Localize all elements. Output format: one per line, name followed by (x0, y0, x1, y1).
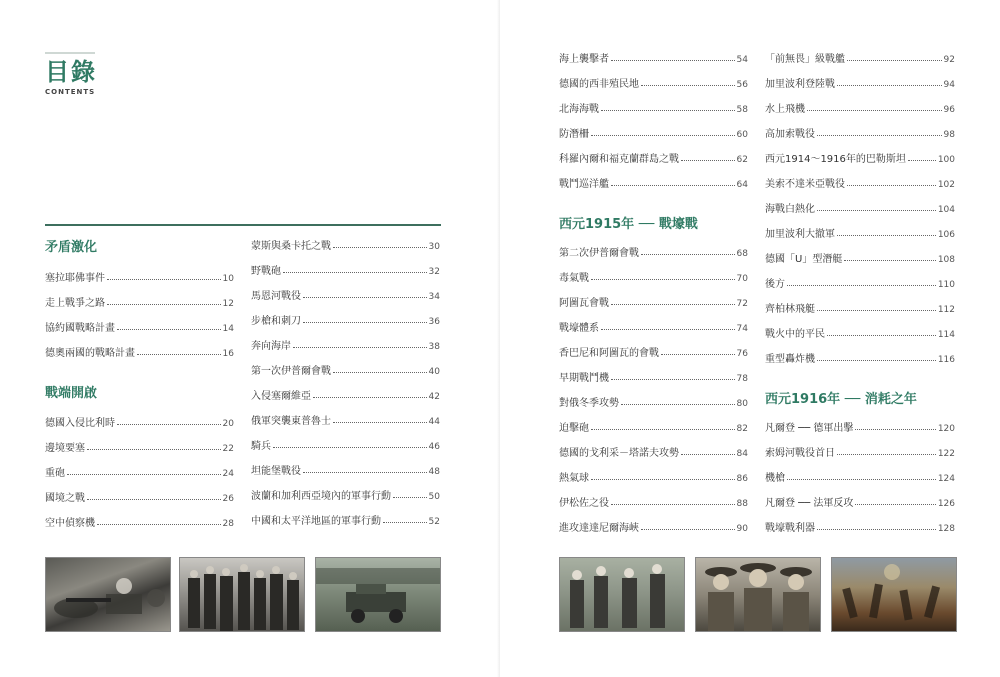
leader-dots (837, 226, 936, 236)
toc-entry[interactable] (45, 346, 234, 361)
toc-entry-title: 野戰砲 (251, 266, 281, 277)
section-heading-1915: 西元1915年 ── 戰壕戰 (559, 217, 698, 232)
toc-entry-page: 92 (943, 55, 955, 65)
section-heading-outbreak: 戰端開啟 (45, 386, 98, 401)
toc-entry-page: 64 (736, 180, 748, 190)
leader-dots (117, 415, 221, 425)
toc-entry-page: 72 (736, 299, 748, 309)
leader-dots (681, 151, 735, 161)
toc-entry-page: 120 (937, 424, 955, 434)
toc-entry-title: 第一次伊普爾會戰 (251, 366, 331, 377)
leader-dots (97, 515, 221, 525)
toc-entry-title: 戰壕戰利器 (765, 523, 815, 534)
toc-entry-page: 94 (943, 80, 955, 90)
toc-entry[interactable] (251, 439, 440, 454)
toc-entry-page: 124 (937, 474, 955, 484)
toc-entry[interactable] (559, 496, 748, 511)
toc-entry[interactable] (45, 271, 234, 286)
leader-dots (591, 270, 735, 280)
toc-entry[interactable] (765, 496, 955, 511)
leader-dots (333, 363, 427, 373)
leader-dots (855, 495, 935, 505)
toc-entry[interactable] (559, 271, 748, 286)
toc-entry[interactable] (765, 446, 955, 461)
toc-entry[interactable] (559, 246, 748, 261)
toc-entry[interactable] (251, 464, 440, 479)
leader-dots (837, 76, 942, 86)
toc-entry-page: 46 (428, 442, 440, 452)
toc-entry-title: 阿圖瓦會戰 (559, 298, 609, 309)
toc-entry-title: 德奧兩國的戰略計畫 (45, 348, 135, 359)
toc-entry-page: 126 (937, 499, 955, 509)
toc-entry-page: 80 (736, 399, 748, 409)
toc-entry-page: 60 (736, 130, 748, 140)
toc-entry-title: 入侵塞爾維亞 (251, 391, 311, 402)
leader-dots (611, 295, 735, 305)
toc-entry[interactable] (251, 489, 440, 504)
toc-entry[interactable] (765, 202, 955, 217)
toc-entry-title: 塞拉耶佛事件 (45, 273, 105, 284)
leader-dots (787, 276, 936, 286)
toc-entry-title: 熱氣球 (559, 473, 589, 484)
toc-entry[interactable] (559, 521, 748, 536)
toc-entry-title: 美索不達米亞戰役 (765, 179, 845, 190)
toc-entry-title: 坦能堡戰役 (251, 466, 301, 477)
toc-entry[interactable] (559, 127, 748, 142)
toc-entry-page: 68 (736, 249, 748, 259)
toc-entry-page: 34 (428, 292, 440, 302)
toc-entry[interactable] (251, 314, 440, 329)
toc-entry-title: 防潛柵 (559, 129, 589, 140)
leader-dots (591, 126, 735, 136)
toc-entry-title: 香巴尼和阿圖瓦的會戰 (559, 348, 659, 359)
toc-entry-title: 迫擊砲 (559, 423, 589, 434)
toc-entry-title: 邊境要塞 (45, 443, 85, 454)
toc-title: 目錄 (45, 58, 97, 86)
toc-entry-title: 國境之戰 (45, 493, 85, 504)
toc-entry-page: 106 (937, 230, 955, 240)
toc-entry[interactable] (251, 414, 440, 429)
toc-entry-page: 40 (428, 367, 440, 377)
toc-entry-title: 凡爾登 ── 德軍出擊 (765, 423, 854, 434)
toc-entry[interactable] (559, 77, 748, 92)
toc-entry-title: 戰火中的平民 (765, 329, 825, 340)
toc-entry[interactable] (765, 177, 955, 192)
toc-entry-page: 56 (736, 80, 748, 90)
leader-dots (87, 440, 221, 450)
toc-entry-page: 16 (222, 349, 234, 359)
toc-entry-page: 24 (222, 469, 234, 479)
toc-entry-page: 82 (736, 424, 748, 434)
toc-entry-page: 122 (937, 449, 955, 459)
leader-dots (611, 51, 735, 61)
photo-marching-soldiers (179, 557, 305, 632)
title-accent-bar (45, 52, 95, 54)
toc-entry[interactable] (559, 321, 748, 336)
leader-dots (817, 520, 936, 530)
leader-dots (787, 470, 936, 480)
toc-entry-title: 西元1914～1916年的巴勒斯坦 (765, 154, 906, 165)
toc-entry-page: 50 (428, 492, 440, 502)
toc-entry-title: 德國「U」型潛艇 (765, 254, 843, 265)
toc-entry-page: 32 (428, 267, 440, 277)
toc-entry[interactable] (765, 52, 955, 67)
toc-entry-page: 48 (428, 467, 440, 477)
toc-entry[interactable] (251, 514, 440, 529)
leader-dots (621, 395, 735, 405)
toc-entry[interactable] (765, 352, 955, 367)
leader-dots (847, 51, 942, 61)
toc-entry-title: 戰壕體系 (559, 323, 599, 334)
toc-entry-page: 44 (428, 417, 440, 427)
leader-dots (87, 490, 221, 500)
toc-entry-page: 70 (736, 274, 748, 284)
toc-entry-title: 德國入侵比利時 (45, 418, 115, 429)
toc-entry-page: 114 (937, 330, 955, 340)
toc-entry-page: 104 (937, 205, 955, 215)
toc-entry[interactable] (251, 389, 440, 404)
toc-entry-title: 後方 (765, 279, 785, 290)
toc-entry-title: 協約國戰略計畫 (45, 323, 115, 334)
leader-dots (855, 420, 935, 430)
toc-entry-page: 102 (937, 180, 955, 190)
toc-entry-page: 116 (937, 355, 955, 365)
toc-entry[interactable] (559, 296, 748, 311)
toc-entry-title: 波蘭和加利西亞境內的軍事行動 (251, 491, 391, 502)
toc-entry-page: 12 (222, 299, 234, 309)
toc-entry[interactable] (559, 346, 748, 361)
toc-entry[interactable] (559, 177, 748, 192)
toc-entry[interactable] (251, 339, 440, 354)
leader-dots (137, 345, 221, 355)
toc-entry[interactable] (45, 321, 234, 336)
toc-entry-page: 100 (937, 155, 955, 165)
toc-entry-title: 馬恩河戰役 (251, 291, 301, 302)
toc-entry-title: 加里波利登陸戰 (765, 79, 835, 90)
leader-dots (601, 320, 735, 330)
leader-dots (817, 301, 936, 311)
leader-dots (611, 176, 735, 186)
toc-entry[interactable] (559, 371, 748, 386)
toc-entry-title: 科羅內爾和福克蘭群島之戰 (559, 154, 679, 165)
toc-entry-page: 26 (222, 494, 234, 504)
toc-entry-page: 98 (943, 130, 955, 140)
toc-entry-title: 高加索戰役 (765, 129, 815, 140)
toc-entry-title: 德國的戈利采－塔諾夫攻勢 (559, 448, 679, 459)
toc-entry-page: 128 (937, 524, 955, 534)
toc-entry[interactable] (559, 421, 748, 436)
toc-entry-title: 加里波利大撤軍 (765, 229, 835, 240)
toc-entry-title: 德國的西非殖民地 (559, 79, 639, 90)
toc-entry-page: 30 (428, 242, 440, 252)
toc-entry-page: 10 (222, 274, 234, 284)
leader-dots (273, 438, 427, 448)
toc-entry-page: 84 (736, 449, 748, 459)
toc-entry[interactable] (559, 152, 748, 167)
toc-entry[interactable] (765, 77, 955, 92)
leader-dots (303, 288, 427, 298)
photo-armored-car (315, 557, 441, 632)
toc-entry[interactable] (251, 264, 440, 279)
toc-entry[interactable] (765, 521, 955, 536)
toc-entry-page: 58 (736, 105, 748, 115)
leader-dots (591, 420, 735, 430)
toc-entry-title: 奔向海岸 (251, 341, 291, 352)
toc-entry[interactable] (559, 446, 748, 461)
toc-entry-page: 28 (222, 519, 234, 529)
toc-entry-title: 伊松佐之役 (559, 498, 609, 509)
leader-dots (107, 270, 221, 280)
photo-machine-gun-crew (45, 557, 171, 632)
toc-entry-title: 重砲 (45, 468, 65, 479)
toc-entry[interactable] (559, 102, 748, 117)
toc-entry-title: 齊柏林飛艇 (765, 304, 815, 315)
toc-entry-page: 96 (943, 105, 955, 115)
leader-dots (817, 201, 936, 211)
toc-entry-page: 78 (736, 374, 748, 384)
leader-dots (107, 295, 221, 305)
leader-dots (641, 245, 735, 255)
leader-dots (383, 513, 427, 523)
leader-dots (827, 326, 936, 336)
toc-entry-title: 第二次伊普爾會戰 (559, 248, 639, 259)
toc-entry[interactable] (765, 227, 955, 242)
toc-entry-title: 戰鬥巡洋艦 (559, 179, 609, 190)
leader-dots (117, 320, 221, 330)
toc-entry-title: 重型轟炸機 (765, 354, 815, 365)
leader-dots (611, 370, 735, 380)
toc-entry-page: 108 (937, 255, 955, 265)
leader-dots (333, 413, 427, 423)
section-rule (45, 224, 441, 226)
leader-dots (303, 463, 427, 473)
toc-entry-title: 中國和太平洋地區的軍事行動 (251, 516, 381, 527)
toc-entry-page: 88 (736, 499, 748, 509)
toc-entry-title: 機槍 (765, 473, 785, 484)
toc-entry-title: 毒氣戰 (559, 273, 589, 284)
leader-dots (807, 101, 942, 111)
leader-dots (313, 388, 427, 398)
leader-dots (844, 251, 935, 261)
toc-entry-page: 90 (736, 524, 748, 534)
toc-entry[interactable] (765, 277, 955, 292)
toc-entry-page: 36 (428, 317, 440, 327)
right-page (500, 0, 1000, 677)
toc-entry[interactable] (765, 302, 955, 317)
toc-entry[interactable] (765, 127, 955, 142)
toc-entry[interactable] (45, 516, 234, 531)
toc-entry-page: 54 (736, 55, 748, 65)
toc-entry[interactable] (45, 296, 234, 311)
toc-entry[interactable] (765, 252, 955, 267)
toc-entry[interactable] (251, 364, 440, 379)
toc-entry[interactable] (765, 327, 955, 342)
leader-dots (393, 488, 427, 498)
toc-entry-title: 步槍和刺刀 (251, 316, 301, 327)
toc-entry[interactable] (45, 441, 234, 456)
toc-entry-page: 38 (428, 342, 440, 352)
toc-title-block (45, 52, 97, 96)
toc-subtitle: CONTENTS (45, 88, 96, 96)
leader-dots (908, 151, 936, 161)
toc-entry-title: 海上襲擊者 (559, 54, 609, 65)
toc-entry-page: 62 (736, 155, 748, 165)
toc-entry-title: 蒙斯與桑卡托之戰 (251, 241, 331, 252)
toc-entry-title: 俄軍突襲東普魯士 (251, 416, 331, 427)
toc-entry-page: 74 (736, 324, 748, 334)
toc-entry-page: 86 (736, 474, 748, 484)
section-heading-conflict: 矛盾激化 (45, 240, 98, 255)
toc-entry[interactable] (765, 102, 955, 117)
toc-entry-title: 水上飛機 (765, 104, 805, 115)
toc-entry-title: 進攻達達尼爾海峽 (559, 523, 639, 534)
toc-entry[interactable] (765, 471, 955, 486)
toc-entry-title: 凡爾登 ── 法軍反攻 (765, 498, 854, 509)
leader-dots (611, 495, 735, 505)
leader-dots (837, 445, 936, 455)
toc-entry-title: 空中偵察機 (45, 518, 95, 529)
toc-entry[interactable] (559, 52, 748, 67)
toc-entry[interactable] (251, 289, 440, 304)
toc-entry-title: 北海海戰 (559, 104, 599, 115)
toc-entry[interactable] (251, 239, 440, 254)
toc-entry-title: 騎兵 (251, 441, 271, 452)
toc-entry-title: 早期戰鬥機 (559, 373, 609, 384)
leader-dots (661, 345, 735, 355)
toc-entry[interactable] (45, 466, 234, 481)
photo-battle-painting (831, 557, 957, 632)
leader-dots (817, 126, 942, 136)
toc-entry-title: 對俄冬季攻勢 (559, 398, 619, 409)
toc-entry-title: 海戰白熱化 (765, 204, 815, 215)
toc-entry-page: 42 (428, 392, 440, 402)
photo-anzac-soldiers (695, 557, 821, 632)
leader-dots (591, 470, 735, 480)
photo-women-workers (559, 557, 685, 632)
leader-dots (333, 238, 427, 248)
toc-entry[interactable] (765, 421, 955, 436)
leader-dots (641, 76, 735, 86)
leader-dots (283, 263, 427, 273)
leader-dots (681, 445, 735, 455)
toc-entry[interactable] (45, 416, 234, 431)
leader-dots (847, 176, 936, 186)
section-heading-1916: 西元1916年 ── 消耗之年 (765, 392, 917, 407)
toc-entry-title: 索姆河戰役首日 (765, 448, 835, 459)
toc-entry-page: 76 (736, 349, 748, 359)
leader-dots (817, 351, 936, 361)
toc-entry-page: 20 (222, 419, 234, 429)
toc-entry-page: 22 (222, 444, 234, 454)
leader-dots (303, 313, 427, 323)
toc-entry-page: 112 (937, 305, 955, 315)
toc-entry-page: 52 (428, 517, 440, 527)
leader-dots (641, 520, 735, 530)
toc-entry-title: 「前無畏」級戰艦 (765, 54, 845, 65)
toc-entry-title: 走上戰爭之路 (45, 298, 105, 309)
toc-entry[interactable] (559, 471, 748, 486)
toc-entry[interactable] (765, 152, 955, 167)
leader-dots (601, 101, 735, 111)
toc-entry[interactable] (559, 396, 748, 411)
toc-entry-page: 110 (937, 280, 955, 290)
toc-entry[interactable] (45, 491, 234, 506)
leader-dots (293, 338, 427, 348)
toc-entry-page: 14 (222, 324, 234, 334)
leader-dots (67, 465, 221, 475)
